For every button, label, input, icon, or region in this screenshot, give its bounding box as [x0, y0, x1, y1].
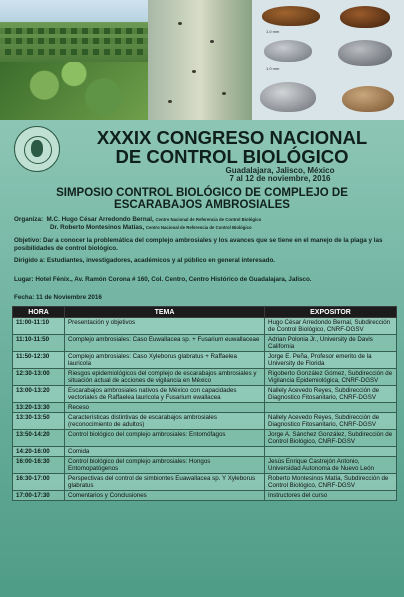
table-row — [13, 457, 397, 474]
beetle-image — [338, 40, 392, 66]
expositor-cell — [265, 403, 397, 413]
society-seal-logo — [14, 126, 60, 172]
congress-title-line2: DE CONTROL BIOLÓGICO — [115, 146, 349, 167]
expositor-cell: Nallely Acevedo Reyes, Subdirección de Diagnostico Fitosanitario, CNRF-DGSV — [265, 386, 397, 403]
expositor-cell: Rigoberto González Gómez, Subdirección de Vigilancia Epidemiológica, CNRF-DGSV — [265, 369, 397, 386]
organiza-label: Organiza: — [14, 216, 44, 223]
schedule-header-row — [13, 307, 397, 318]
tema-cell: Características distintivas de escarabajos ambrosiales (reconocimiento de adultos) — [65, 413, 265, 430]
bored-tree-trunk-photo — [148, 0, 252, 120]
table-row — [13, 430, 397, 447]
ambrosia-beetles-photo — [252, 0, 404, 120]
fecha-label: Fecha: — [14, 294, 35, 301]
hora-cell: 16:00-16:30 — [13, 457, 65, 474]
congress-title-line1: XXXIX CONGRESO NACIONAL — [96, 127, 368, 148]
scale-label: 1.0 mm — [266, 29, 280, 34]
expositor-cell: Jesús Enrique Castrejón Antonio, Universidad Autonoma de Nuevo León — [265, 457, 397, 474]
header-photo-strip — [0, 0, 404, 120]
table-row — [13, 474, 397, 491]
header-tema: TEMA — [65, 307, 265, 318]
beetle-image — [260, 82, 316, 112]
table-row — [13, 386, 397, 403]
organizer-name: M.C. Hugo César Arredondo Bernal, — [46, 216, 154, 223]
avocado-orchard-photo — [0, 0, 148, 62]
organizer-line-1 — [14, 216, 398, 224]
hora-cell: 17:00-17:30 — [13, 491, 65, 501]
lugar-label: Lugar: — [14, 276, 34, 283]
table-row — [13, 318, 397, 335]
date-paragraph — [14, 294, 398, 302]
tema-cell: Comentarios y Conclusiones — [65, 491, 265, 501]
table-row — [13, 335, 397, 352]
beetle-image — [340, 6, 390, 28]
expositor-cell: Adrian Polonia Jr., University de Davis California — [265, 335, 397, 352]
venue-paragraph — [14, 276, 398, 284]
beetle-image — [264, 40, 312, 62]
table-row — [13, 447, 397, 457]
table-row — [13, 491, 397, 501]
dirigido-label: Dirigido a: — [14, 257, 46, 264]
tema-cell: Complejo ambrosiales: Caso Euwallacea sp. + Fusarium euwallaceae — [65, 335, 265, 352]
expositor-cell: Roberto Montesinos Matía, Subdirección de Control Biológico, CNRF-DGSV — [265, 474, 397, 491]
beetle-image — [342, 86, 394, 112]
hora-cell: 13:20-13:30 — [13, 403, 65, 413]
tema-cell: Riesgos epidemiológicos del complejo de escarabajos ambrosiales y situación actual de acciones de vigilancia en México — [65, 369, 265, 386]
hora-cell: 11:00-11:10 — [13, 318, 65, 335]
beetle-seal-icon — [31, 140, 43, 157]
objetivo-text: Dar a conocer la problemática del complejo ambrosiales y los avances que se tiene en el manejo de la plaga y las posibilidades de control biológico. — [14, 237, 383, 252]
hora-cell: 13:50-14:20 — [13, 430, 65, 447]
hora-cell: 11:10-11:50 — [13, 335, 65, 352]
event-dates: 7 al 12 de noviembre, 2016 — [229, 174, 331, 183]
expositor-cell — [265, 447, 397, 457]
symposium-title-line1: SIMPOSIO CONTROL BIOLÓGICO DE COMPLEJO DE — [56, 187, 348, 199]
table-row — [13, 413, 397, 430]
tema-cell: Presentación y objetivos — [65, 318, 265, 335]
scale-label: 1.0 mm — [266, 66, 280, 71]
hora-cell: 12:30-13:00 — [13, 369, 65, 386]
expositor-cell: Hugo César Arredondo Bernal, Subdirección de Control Biológico, CNRF-DGSV — [265, 318, 397, 335]
hora-cell: 11:50-12:30 — [13, 352, 65, 369]
organizer-institution: Centro Nacional de Referencia de Control Biológico — [145, 225, 252, 230]
organizer-institution: Centro Nacional de Referencia de Control Biológico — [155, 217, 262, 222]
expositor-cell: Jorge A. Sánchez González, Subdirección de Control Biológico, CNRF-DGSV — [265, 430, 397, 447]
hora-cell: 13:30-13:50 — [13, 413, 65, 430]
event-location: Guadalajara, Jalisco, México — [225, 166, 335, 175]
tema-cell: Comida — [65, 447, 265, 457]
objetivo-label: Objetivo: — [14, 237, 42, 244]
header-hora: HORA — [13, 307, 65, 318]
tema-cell: Escarabajos ambrosiales nativos de México con capacidades vectoriales de Raffaelea lauricola y Fusarium ewallacea — [65, 386, 265, 403]
beetle-image — [262, 6, 320, 26]
fecha-text: 11 de Noviembre 2016 — [36, 294, 102, 301]
lugar-text: Hotel Fénix., Av. Ramón Corona # 160, Col. Centro, Centro Histórico de Guadalajara, Jalisco. — [35, 276, 312, 283]
hora-cell: 16:30-17:00 — [13, 474, 65, 491]
expositor-cell: Nallely Acevedo Reyes, Subdirección de Diagnostico Fitosanitario, CNRF-DGSV — [265, 413, 397, 430]
schedule-table — [12, 306, 397, 501]
organizer-name: Dr. Roberto Montesinos Matías, — [50, 224, 145, 231]
symposium-title-line2: ESCARABAJOS AMBROSIALES — [114, 199, 290, 211]
tema-cell: Perspectivas del control de simbiontes Euawallacea sp. Y Xyleborus glabratus — [65, 474, 265, 491]
table-row — [13, 369, 397, 386]
table-row — [13, 403, 397, 413]
header-expositor: EXPOSITOR — [265, 307, 397, 318]
hora-cell: 13:00-13:20 — [13, 386, 65, 403]
tema-cell: Receso — [65, 403, 265, 413]
tema-cell: Control biológico del complejo ambrosiales: Hongos Entomopatógenos — [65, 457, 265, 474]
expositor-cell: Jorge E. Peña, Profesor emerito de la University de Florida — [265, 352, 397, 369]
organizer-line-2 — [50, 224, 398, 232]
avocado-leaves-photo — [0, 62, 148, 120]
audience-paragraph — [14, 257, 398, 265]
objective-paragraph — [14, 237, 398, 253]
dirigido-text: Estudiantes, investigadores, académicos y al público en general interesado. — [46, 257, 276, 264]
tema-cell: Control biológico del complejo ambrosiales: Entomófagos — [65, 430, 265, 447]
table-row — [13, 352, 397, 369]
tema-cell: Complejo ambrosiales: Caso Xyleborus glabratus + Raffaelea lauricola — [65, 352, 265, 369]
hora-cell: 14:20-16:00 — [13, 447, 65, 457]
expositor-cell: Instructores del curso — [265, 491, 397, 501]
